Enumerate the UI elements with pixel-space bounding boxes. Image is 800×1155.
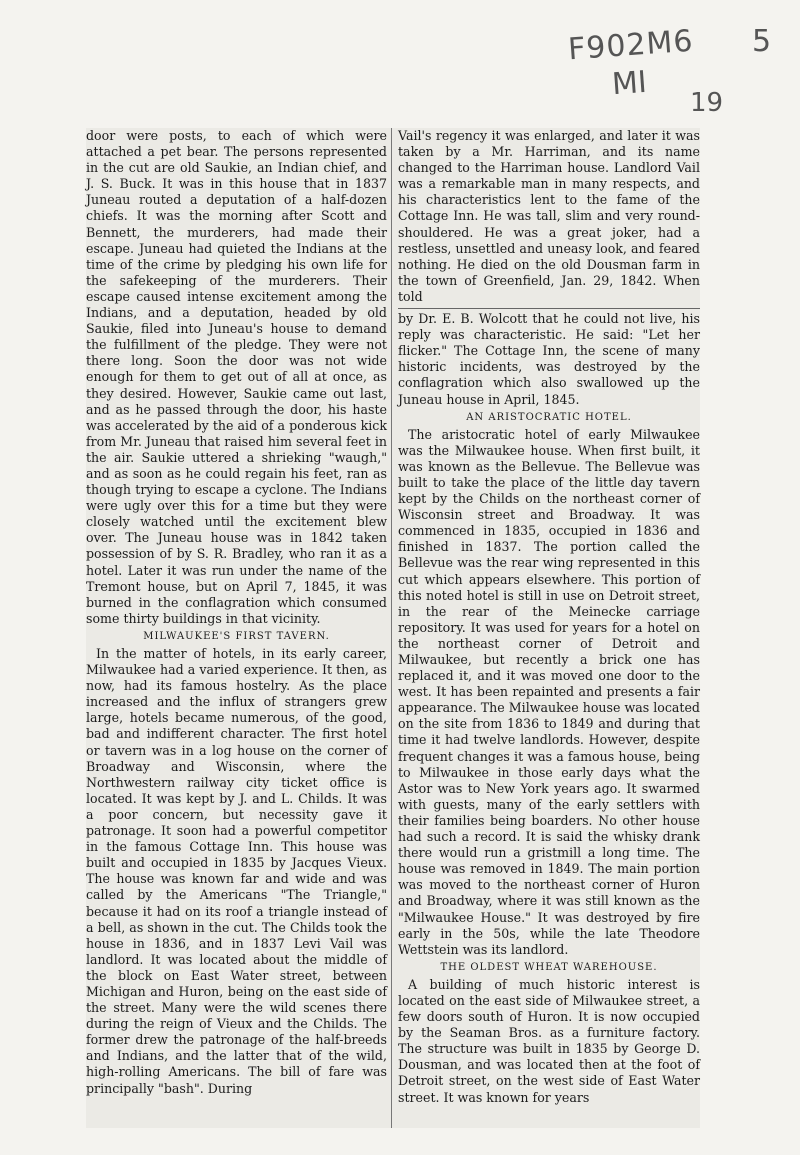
right-paragraph-2: by Dr. E. B. Wolcott that he could not live, his reply was characteristic. He said: "Let her flicker." The Cottage Inn, the scene of many historic incidents, was destroyed by the conflagration which also swallowed up the Juneau house in April, 1845. <box>398 311 700 407</box>
left-paragraph-2: In the matter of hotels, in its early career, Milwaukee had a varied experience. It then, as now, had its famous hostelry. As the place increased and the influx of strangers grew large, hotels became numerous, of the good, bad and indifferent character. The first hotel or tavern was in a log house on the corner of Broadway and Wisconsin, where the Northwestern railway city ticket office is located. It was kept by J. and L. Childs. It was a poor concern, but necessity gave it patronage. It soon had a powerful competitor in the famous Cottage Inn. This house was built and occupied in 1835 by Jacques Vieux. The house was known far and wide and was called by the Americans "The Triangle," because it had on its roof a triangle instead of a bell, as shown in the cut. The Childs took the house in 1836, and in 1837 Levi Vail was landlord. It was located about the middle of the block on East Water street, between Michigan and Huron, being on the east side of the street. Many were the wild scenes there during the reign of Vieux and the Childs. The former drew the patronage of the half-breeds and Indians, and the latter that of the wild, high-rolling Americans. The bill of fare was principally "bash". During <box>86 646 387 1096</box>
left-paragraph-1: door were posts, to each of which were attached a pet bear. The persons represented in the cut are old Saukie, an Indian chief, and J. S. Buck. It was in this house that in 1837 Juneau routed a deputation of a half-dozen chiefs. It was the morning after Scott and Bennett, the murderers, had made their escape. Juneau had quieted the Indians at the time of the crime by pledging his own life for the safekeeping of the murderers. Their escape caused intense excitement among the Indians, and a deputation, headed by old Saukie, filed into Juneau's house to demand the fulfillment of the pledge. They were not there long. Soon the door was not wide enough for them to get out of all at once, as they desired. However, Saukie came out last, and as he passed through the door, his haste was accelerated by the aid of a ponderous kick from Mr. Juneau that raised him several feet in the air. Saukie uttered a shrieking "waugh," and as soon as he could regain his feet, ran as though trying to escape a cyclone. The Indians were ugly over this for a time but they were closely watched until the excitement blew over. The Juneau house was in 1842 taken possession of by S. R. Bradley, who ran it as a hotel. Later it was run under the name of the Tremont house, but on April 7, 1845, it was burned in the conflagration which consumed some thirty buildings in that vicinity. <box>86 128 387 626</box>
right-column <box>398 128 700 1106</box>
handwritten-page-mark: 5 <box>752 24 772 59</box>
handwritten-catalog-code: F902M6 <box>566 23 695 68</box>
right-paragraph-1: Vail's regency it was enlarged, and later it was taken by a Mr. Harriman, and its name changed to the Harriman house. Landlord Vail was a remarkable man in many respects, and his characteristics lent to the fame of the Cottage Inn. He was tall, slim and very round-shouldered. He was a great joker, had a restless, unsettled and uneasy look, and feared nothing. He died on the old Dousman farm in the town of Greenfield, Jan. 29, 1842. When told <box>398 128 700 304</box>
handwritten-catalog-subcode: MI <box>610 64 648 103</box>
handwritten-page-number: 19 <box>690 88 724 118</box>
right-paragraph-3: The aristocratic hotel of early Milwaukee was the Milwaukee house. When first built, it was known as the Bellevue. The Bellevue was built to take the place of the little day tavern kept by the Childs on the northeast corner of Wisconsin street and Broadway. It was commenced in 1835, occupied in 1836 and finished in 1837. The portion called the Bellevue was the rear wing represented in this cut which appears elsewhere. This portion of this noted hotel is still in use on Detroit street, in the rear of the Meinecke carriage repository. It was used for years for a hotel on the northeast corner of Detroit and Milwaukee, but recently a brick one has replaced it, and it was moved one door to the west. It has been repainted and presents a fair appearance. The Milwaukee house was located on the site from 1836 to 1849 and during that time it had twelve landlords. However, despite frequent changes it was a famous house, being to Milwaukee in those early days what the Astor was to New York years ago. It swarmed with guests, many of the early settlers with their families being boarders. No other house had such a record. It is said the whisky drank there would run a gristmill a long time. The house was removed in 1849. The main portion was moved to the northeast corner of Huron and Broadway, where it was still known as the "Milwaukee House." It was destroyed by fire early in the 50s, while the late Theodore Wettstein was its landlord. <box>398 426 700 957</box>
right-paragraph-4: A building of much historic interest is located on the east side of Milwaukee street, a few doors south of Huron. It is now occupied by the Seaman Bros. as a furniture factory. The structure was built in 1835 by George D. Dousman, and was located then at the foot of Detroit street, on the west side of East Water street. It was known for years <box>398 976 700 1105</box>
left-column <box>86 128 387 1097</box>
clipping-cut-line <box>398 305 700 309</box>
column-divider <box>391 128 392 1128</box>
section-heading-aristocratic-hotel: AN ARISTOCRATIC HOTEL. <box>466 411 632 423</box>
section-heading-wheat-warehouse: THE OLDEST WHEAT WAREHOUSE. <box>440 961 658 973</box>
section-heading-first-tavern: MILWAUKEE'S FIRST TAVERN. <box>143 630 330 642</box>
newspaper-clipping <box>86 128 700 1128</box>
